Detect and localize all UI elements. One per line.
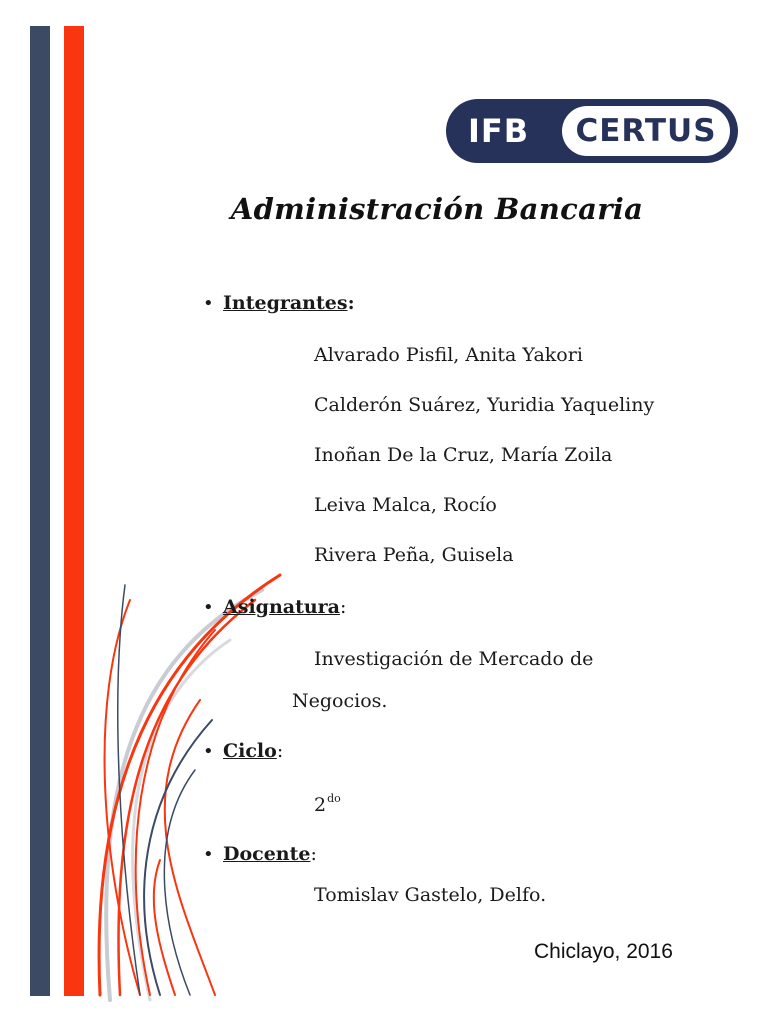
section-label: Asignatura	[223, 596, 340, 618]
section-asignatura	[203, 596, 346, 618]
bullet-icon: •	[203, 741, 214, 762]
cycle-superscript: do	[327, 792, 341, 805]
member-line: Alvarado Pisfil, Anita Yakori	[314, 344, 583, 366]
cycle-value	[314, 792, 341, 816]
ifb-certus-logo	[446, 99, 738, 163]
section-integrantes	[203, 292, 355, 314]
cycle-number: 2	[314, 794, 327, 816]
swoosh-navy-2	[144, 720, 212, 995]
section-colon: :	[276, 740, 284, 762]
subject-line-1: Investigación de Mercado de	[314, 648, 594, 670]
logo-certus-text: CERTUS	[562, 106, 730, 156]
section-ciclo	[203, 740, 283, 762]
teacher-name: Tomislav Gastelo, Delfo.	[314, 884, 547, 906]
swoosh-orange-5	[105, 600, 140, 995]
member-line: Calderón Suárez, Yuridia Yaqueliny	[314, 394, 655, 416]
section-label: Integrantes	[223, 292, 348, 314]
footer-place-date: Chiclayo, 2016	[534, 940, 673, 963]
bullet-icon: •	[203, 597, 214, 618]
member-line: Leiva Malca, Rocío	[314, 494, 497, 516]
swoosh-orange-1	[99, 575, 280, 995]
section-label: Ciclo	[223, 740, 277, 762]
swoosh-gray-1	[106, 590, 262, 1000]
bullet-icon: •	[203, 293, 214, 314]
section-colon: :	[310, 843, 317, 865]
logo-ifb-text: IFB	[468, 112, 530, 150]
swoosh-navy-3	[164, 770, 195, 995]
section-colon: :	[347, 292, 355, 314]
section-colon: :	[339, 596, 347, 618]
section-docente	[203, 843, 317, 865]
member-line: Inoñan De la Cruz, María Zoila	[314, 444, 613, 466]
member-line: Rivera Peña, Guisela	[314, 544, 514, 566]
section-label: Docente	[223, 843, 311, 865]
bullet-icon: •	[203, 844, 214, 865]
subject-line-2: Negocios.	[292, 690, 388, 712]
document-title: Administración Bancaria	[230, 192, 644, 226]
